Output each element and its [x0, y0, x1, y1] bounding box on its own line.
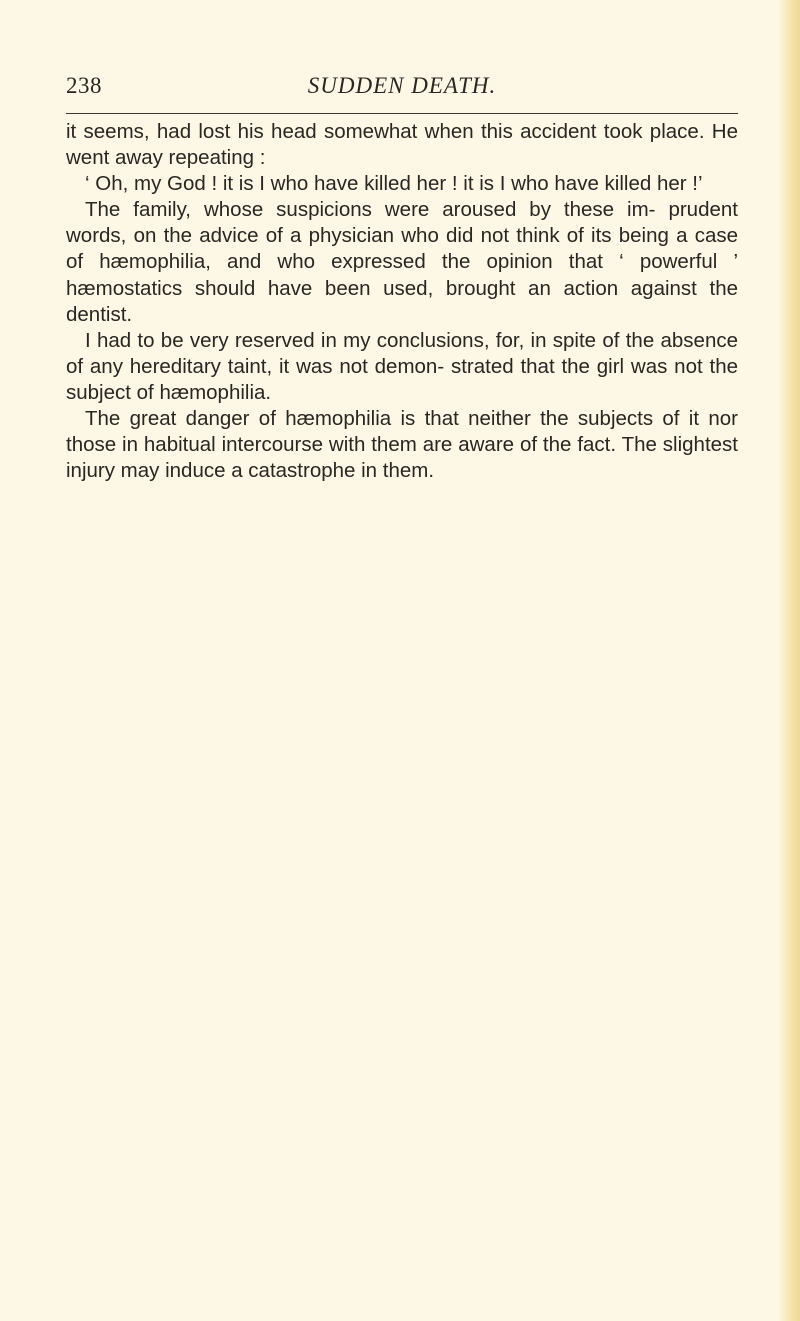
paragraph-conclusions: I had to be very reserved in my conclusions, for, in spite of the absence of any hereditary taint, it was not demon- strated that the girl was not the subject of hæmophilia.: [66, 328, 738, 404]
page-number: 238: [66, 73, 102, 98]
paragraph-continuation: it seems, had lost his head somewhat when this accident took place. He went away repeating :: [66, 120, 738, 170]
paragraph-family: The family, whose suspicions were aroused by these im- prudent words, on the advice of a physician who did not think of its being a case of hæmophilia, and who expressed the opinion that ‘ powerful ’ hæmostatics should have been used, brought an action against the dentist.: [66, 198, 738, 326]
header-rule: [66, 113, 738, 114]
paragraph-danger: The great danger of hæmophilia is that neither the subjects of it nor those in habitual intercourse with them are aware of the fact. The slightest injury may induce a catastrophe in them.: [66, 407, 738, 483]
paragraph-quote: ‘ Oh, my God ! it is I who have killed her ! it is I who have killed her !’: [85, 172, 703, 196]
page-header: [66, 73, 738, 107]
body-text: [66, 119, 738, 484]
page-edge-shadow: [778, 0, 800, 1321]
running-head: SUDDEN DEATH.: [307, 73, 497, 98]
